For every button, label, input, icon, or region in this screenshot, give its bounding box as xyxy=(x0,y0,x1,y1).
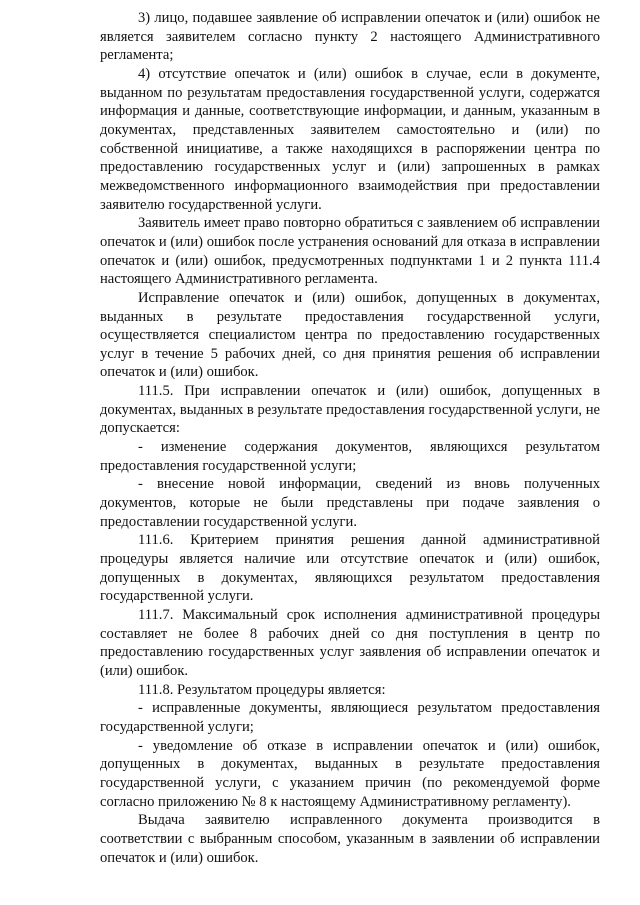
paragraph-111-5: 111.5. При исправлении опечаток и (или) ошибок, допущенных в документах, выданных в результате предоставления государственной услуги, не допускается: xyxy=(100,383,600,437)
list-item-new-information: - внесение новой информации, сведений из вновь полученных документов, которые не были представлены при подаче заявления о предоставлении государственной услуги. xyxy=(100,476,600,530)
list-item-refusal-notice: - уведомление об отказе в исправлении опечаток и (или) ошибок, допущенных в документах, выданных в результате предоставления государственной услуги, с указанием причин (по рекомендуемой форме согласно приложению № 8 к настоящему Административному регламенту). xyxy=(100,737,600,810)
paragraph-item-4: 4) отсутствие опечаток и (или) ошибок в случае, если в документе, выданном по результатам предоставления государственной услуги, содержатся информация и данные, соответствующие информации, и данным, указанным в документах, представленных заявителем самостоятельно и (или) по собственной инициативе, а также находящихся в распоряжении центра по предоставлению государственных услуг и (или) запрошенных в рамках межведомственного информационного взаимодействия при предоставлении заявителю государственной услуги. xyxy=(100,65,600,213)
list-item-corrected-documents: - исправленные документы, являющиеся результатом предоставления государственной услуги; xyxy=(100,700,600,735)
list-item-content-change: - изменение содержания документов, являющихся результатом предоставления государственной услуги; xyxy=(100,439,600,474)
paragraph-111-8: 111.8. Результатом процедуры является: xyxy=(138,681,386,698)
paragraph-correction-term: Исправление опечаток и (или) ошибок, допущенных в документах, выданных в результате предоставления государственной услуги, осуществляется специалистом центра по предоставлению государственных услуг в течение 5 рабочих дней, со дня принятия решения об исправлении опечаток и (или) ошибок. xyxy=(100,289,600,381)
paragraph-111-7: 111.7. Максимальный срок исполнения административной процедуры составляет не более 8 рабочих дней со дня поступления в центр по предоставлению государственных услуг заявления об исправлении опечаток и (или) ошибок. xyxy=(100,607,600,679)
document-page xyxy=(100,9,600,867)
paragraph-issuance: Выдача заявителю исправленного документа производится в соответствии с выбранным способом, указанным в заявлении об исправлении опечаток и (или) ошибок. xyxy=(100,812,600,866)
paragraph-repeat-application: Заявитель имеет право повторно обратиться с заявлением об исправлении опечаток и (или) ошибок после устранения оснований для отказа в исправлении опечаток и (или) ошибок, предусмотренных подпунктами 1 и 2 пункта 111.4 настоящего Административного регламента. xyxy=(100,215,600,288)
paragraph-111-6: 111.6. Критерием принятия решения данной административной процедуры является наличие или отсутствие опечаток и (или) ошибок, допущенных в документах, являющихся результатом предоставления государственной услуги. xyxy=(100,532,600,605)
paragraph-item-3: 3) лицо, подавшее заявление об исправлении опечаток и (или) ошибок не является заявителем согласно пункту 2 настоящего Административного регламента; xyxy=(100,10,600,64)
